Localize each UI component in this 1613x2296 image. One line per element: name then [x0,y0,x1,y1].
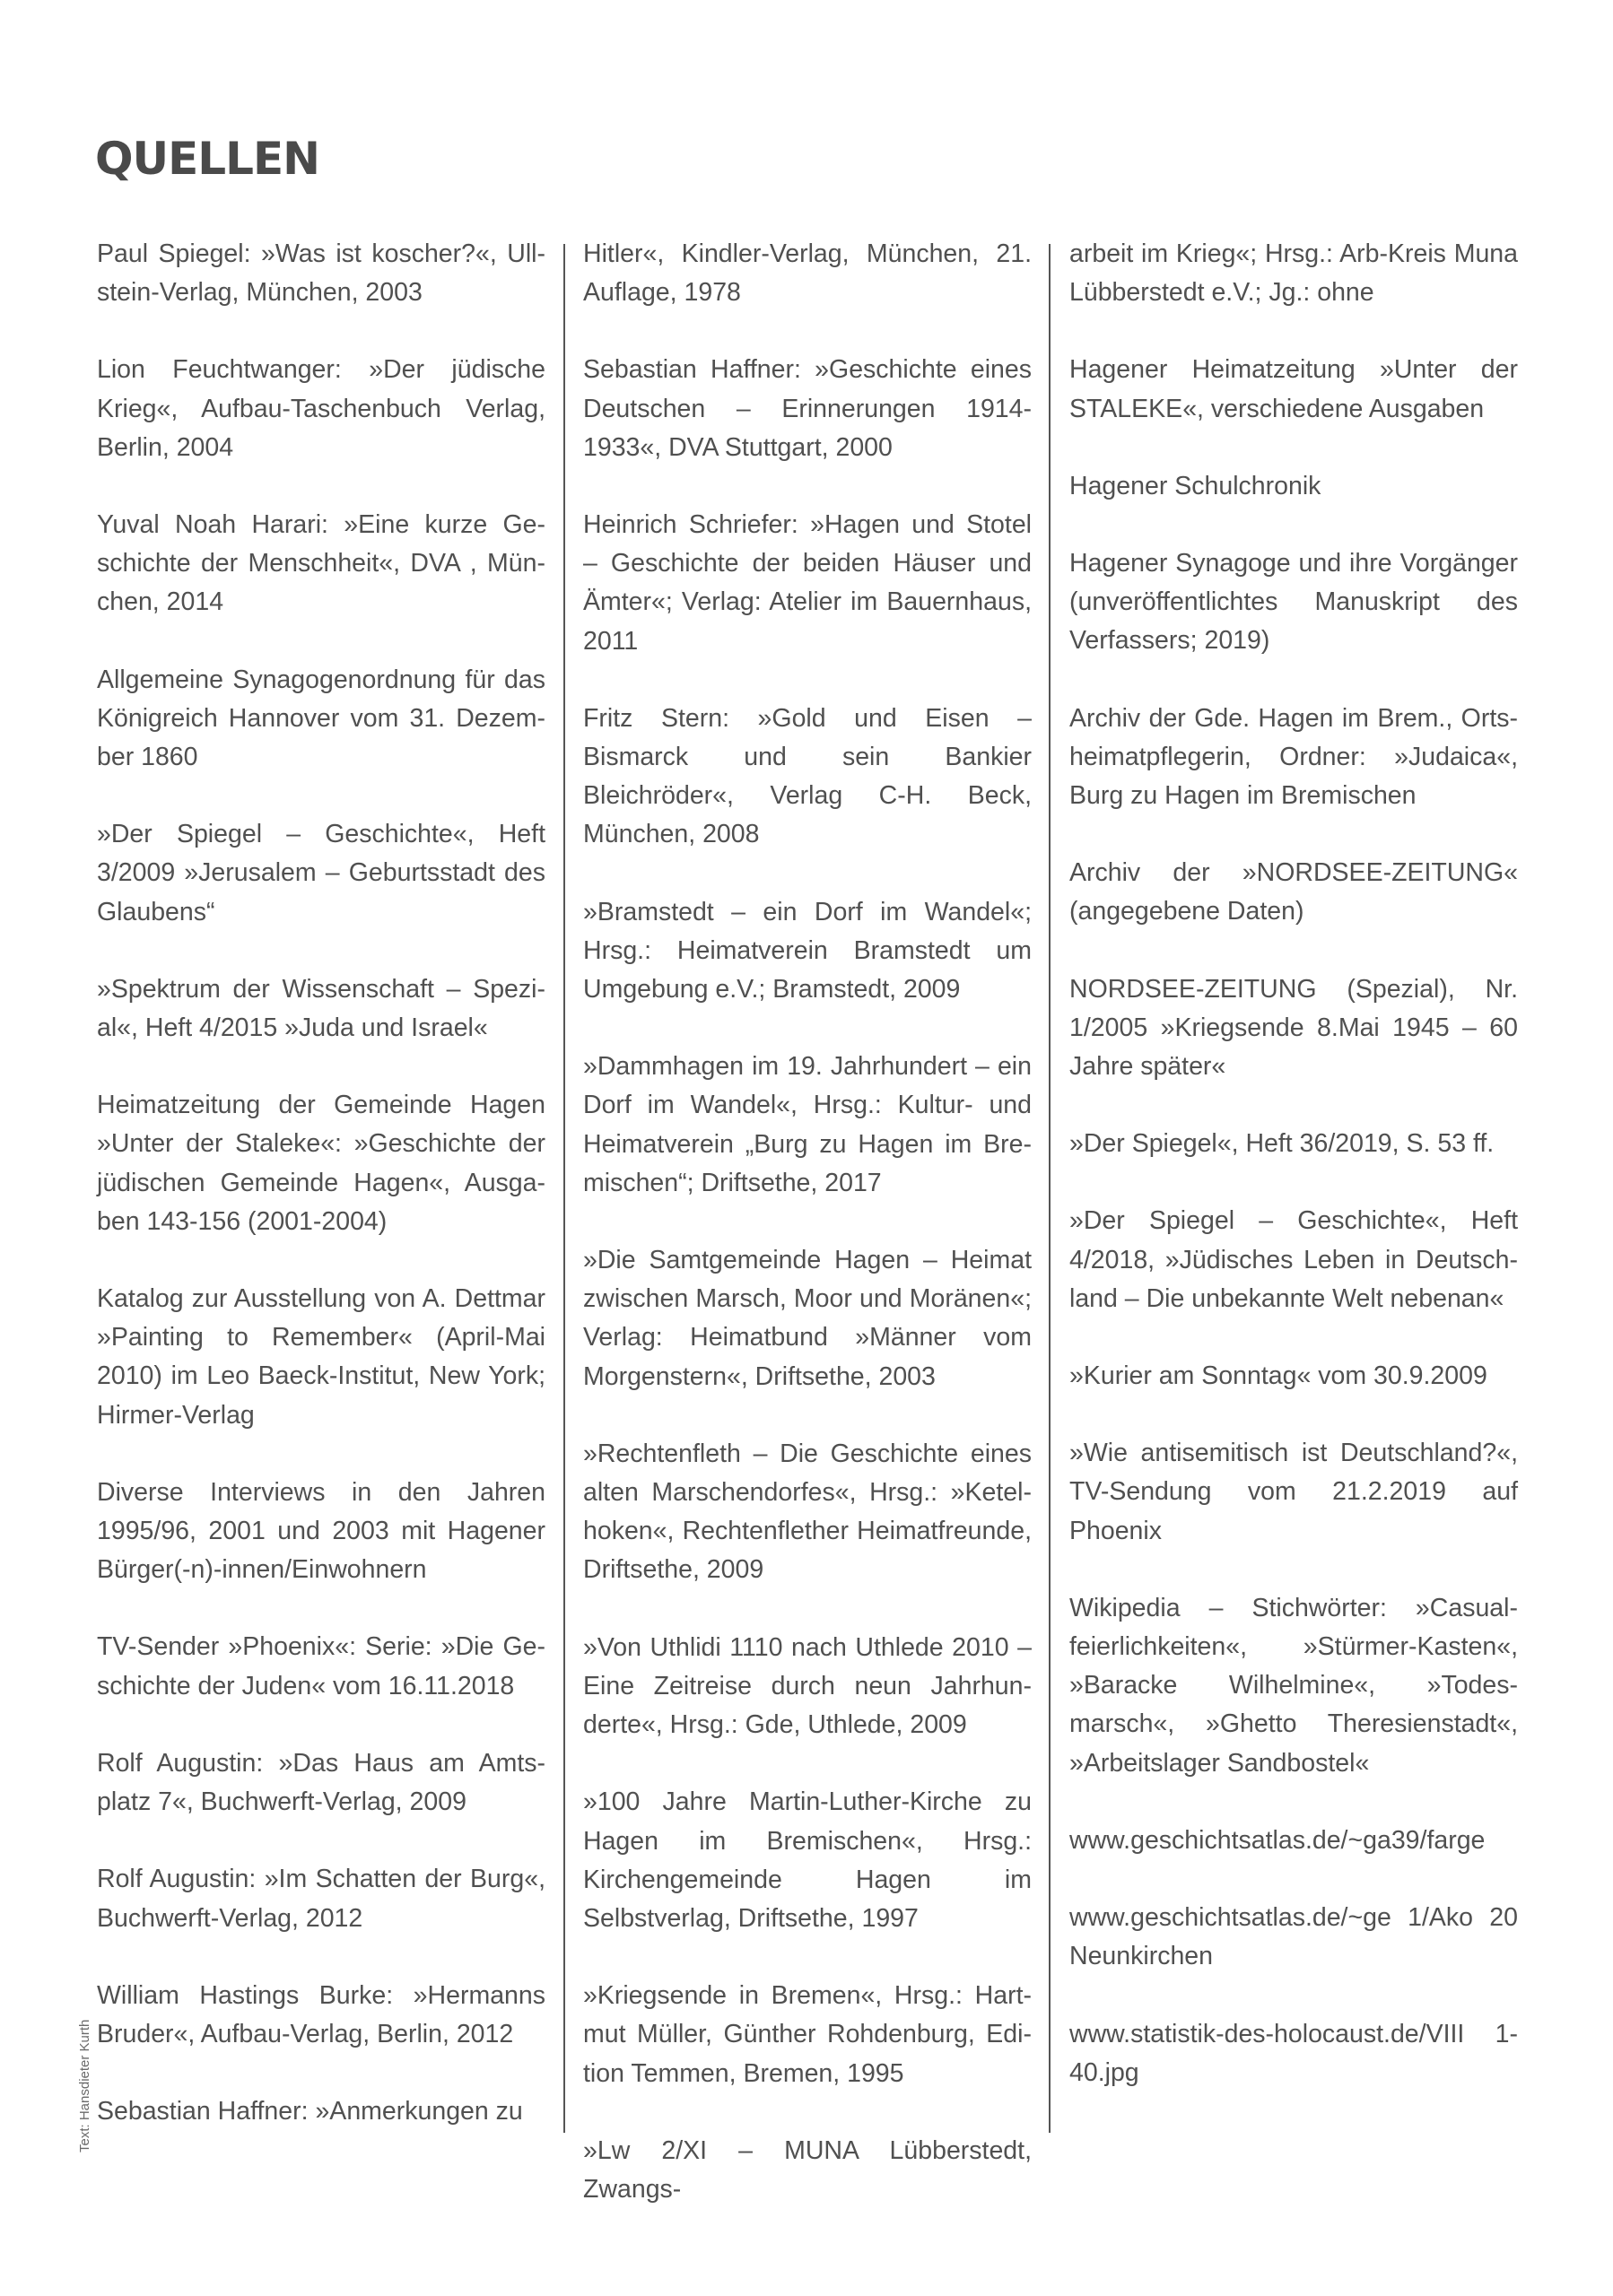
source-entry: Diverse Interviews in den Jahren 1995/96, 2001 und 2003 mit Hagener Bürger(-n)-innen/Einwohnern [97,1477,545,1585]
source-entry: Allgemeine Synagogenordnung für das Königreich Hannover vom 31. Dezember 1860 [97,665,545,772]
source-entry: Sebastian Haffner: »Geschichte eines Deutschen – Erinnerungen 1914-1933«, DVA Stuttgart, 2000 [583,355,1032,462]
source-entry: William Hastings Burke: »Hermanns Bruder«, Aufbau-Verlag, Berlin, 2012 [97,1980,545,2048]
source-entry: TV-Sender »Phoenix«: Serie: »Die Geschichte der Juden« vom 16.11.2018 [97,1632,545,1700]
source-entry: Hagener Schulchronik [1069,471,1321,500]
source-entry: www.geschichtsatlas.de/~ge 1/Ako 20 Neunkirchen [1069,1903,1518,1971]
column-divider [563,244,565,2133]
source-entry: »Wie antisemitisch ist Deutschland?«, TV-Sendung vom 21.2.2019 auf Phoenix [1069,1439,1518,1545]
source-entry: www.statistik-des-holocaust.de/VIII 1-40.jpg [1069,2019,1518,2087]
source-entry: »Der Spiegel – Geschichte«, Heft 4/2018, »Jüdisches Leben in Deutschland – Die unbekannte Welt nebenan« [1069,1206,1518,1313]
source-entry: »Rechtenfleth – Die Geschichte eines alten Marschendorfes«, Hrsg.: »Ketelhoken«, Rechtenflether Heimatfreunde, Driftsethe, 2009 [583,1439,1032,1585]
source-entry: »Von Uthlidi 1110 nach Uthlede 2010 – Eine Zeitreise durch neun Jahrhunderte«, Hrsg.: Gde, Uthlede, 2009 [583,1632,1032,1740]
source-entry: »100 Jahre Martin-Luther-Kirche zu Hagen im Bremischen«, Hrsg.: Kirchengemeinde Hagen im Selbstverlag, Driftsethe, 1997 [583,1787,1032,1933]
source-entry: Archiv der »NORDSEE-ZEITUNG« (angegebene Daten) [1069,858,1518,926]
source-entry: Sebastian Haffner: »Anmerkungen zu [97,2097,523,2126]
source-entry: Paul Spiegel: »Was ist koscher?«, Ullstein-Verlag, München, 2003 [97,239,545,308]
source-entry: »Bramstedt – ein Dorf im Wandel«; Hrsg.: Heimatverein Bramstedt um Umgebung e.V.; Bramstedt, 2009 [583,897,1032,1004]
source-entry: Katalog zur Ausstellung von A. Dettmar »Painting to Remember« (April-Mai 2010) im Leo Baeck-Institut, New York; Hirmer-Verlag [97,1284,545,1430]
source-entry: Wikipedia – Stichwörter: »Casualfeierlichkeiten«, »Stürmer-Kasten«, »Baracke Wilhelmine«, »Todesmarsch«, »Ghetto Theresienstadt«, »Arbeitslager Sandbostel« [1069,1593,1518,1778]
source-entry: »Kriegsende in Bremen«, Hrsg.: Hartmut Müller, Günther Rohdenburg, Edition Temmen, Bremen, 1995 [583,1981,1032,2088]
author-credit: Text: Hansdieter Kurth [77,2019,92,2152]
source-entry: Fritz Stern: »Gold und Eisen – Bismarck und sein Bankier Bleichröder«, Verlag C-H. Beck, München, 2008 [583,703,1032,849]
source-entry: Hagener Heimatzeitung »Unter der STALEKE«, verschiedene Ausgaben [1069,355,1518,423]
sources-column-1 [97,235,545,2131]
source-entry: »Kurier am Sonntag« vom 30.9.2009 [1069,1361,1487,1391]
source-entry: www.geschichtsatlas.de/~ga39/farge [1069,1825,1486,1855]
source-entry: »Der Spiegel – Geschichte«, Heft 3/2009 »Jerusalem – Geburtsstadt des Glaubens“ [97,820,545,926]
source-entry: Rolf Augustin: »Das Haus am Amtsplatz 7«, Buchwerft-Verlag, 2009 [97,1748,545,1817]
source-entry: Heimatzeitung der Gemeinde Hagen »Unter der Staleke«: »Geschichte der jüdischen Gemeinde Hagen«, Ausgaben 143-156 (2001-2004) [97,1091,545,1236]
source-entry: »Dammhagen im 19. Jahrhundert – ein Dorf im Wandel«, Hrsg.: Kultur- und Heimatverein „Burg zu Hagen im Bremischen“; Driftsethe, 2017 [583,1052,1032,1197]
source-entry: Yuval Noah Harari: »Eine kurze Geschichte der Menschheit«, DVA , München, 2014 [97,510,545,617]
source-entry: »Lw 2/XI – MUNA Lübberstedt, Zwangs- [583,2135,1032,2204]
source-entry: arbeit im Krieg«; Hrsg.: Arb-Kreis Muna Lübberstedt e.V.; Jg.: ohne [1069,239,1518,308]
sources-column-2 [583,235,1032,2209]
source-entry: Archiv der Gde. Hagen im Brem., Ortsheimatpflegerin, Ordner: »Judaica«, Burg zu Hagen im Bremischen [1069,703,1518,811]
source-entry: Rolf Augustin: »Im Schatten der Burg«, Buchwerft-Verlag, 2012 [97,1865,545,1933]
source-entry: »Die Samtgemeinde Hagen – Heimat zwischen Marsch, Moor und Moränen«; Verlag: Heimatbund »Männer vom Morgenstern«, Driftsethe, 2003 [583,1246,1032,1391]
source-entry: »Spektrum der Wissenschaft – Spezial«, Heft 4/2015 »Juda und Israel« [97,974,545,1043]
source-entry: Heinrich Schriefer: »Hagen und Stotel – Geschichte der beiden Häuser und Ämter«; Verlag: Atelier im Bauernhaus, 2011 [583,510,1032,656]
column-divider [1049,244,1051,2133]
sources-column-3 [1069,235,1518,2092]
source-entry: NORDSEE-ZEITUNG (Spezial), Nr. 1/2005 »Kriegsende 8.Mai 1945 – 60 Jahre später« [1069,974,1518,1082]
page-title: QUELLEN [95,133,319,185]
source-entry: Hagener Synagoge und ihre Vorgänger (unveröffentlichtes Manuskript des Verfassers; 2019) [1069,549,1518,656]
source-entry: »Der Spiegel«, Heft 36/2019, S. 53 ff. [1069,1129,1495,1159]
source-entry: Lion Feuchtwanger: »Der jüdische Krieg«, Aufbau-Taschenbuch Verlag, Berlin, 2004 [97,355,545,462]
source-entry: Hitler«, Kindler-Verlag, München, 21. Auflage, 1978 [583,239,1032,308]
